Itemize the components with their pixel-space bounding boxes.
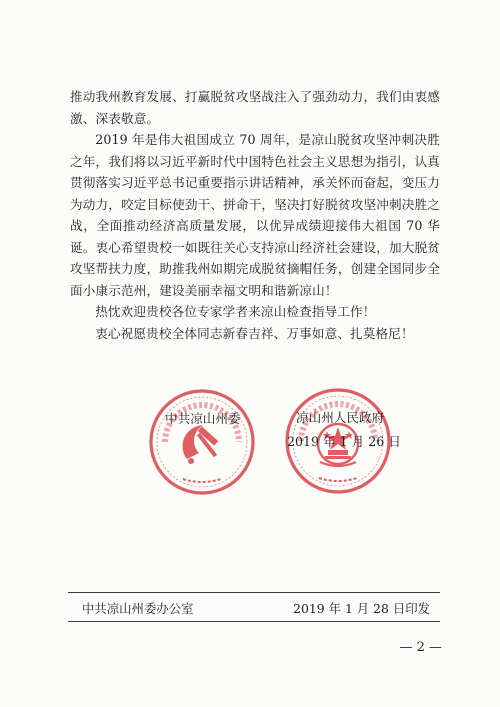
- paragraph-1: 推动我州教育发展、打赢脱贫攻坚战注入了强劲动力，我们由衷感激、深表敬意。: [70, 89, 440, 126]
- paragraph-3: 热忱欢迎贵校各位专家学者来凉山检查指导工作！: [95, 304, 376, 319]
- footer-print-date: 2019 年 1 月 28 日印发: [293, 601, 430, 616]
- paragraph-2: 2019 年是伟大祖国成立 70 周年，是凉山脱贫攻坚冲刺决胜之年，我们将以习近平新时代中国特色社会主义思想为指引，认真贯彻落实习近平总书记重要指示讲话精神，承关怀而奋起，变压力为动力，咬定目标使劲干、拼命干，坚决打好脱贫攻坚冲刺决胜之战，全面推动经济高质量发展，以优异成绩迎接伟大祖国 70 华诞。衷心希望贵校一如既往关心支持凉山经济社会建设，加大脱贫攻坚帮扶力度，助推我州如期完成脱贫摘帽任务，创建全国同步全面小康示范州，建设美丽幸福文明和谐新凉山！: [70, 132, 441, 298]
- footer-rule-bottom: [68, 621, 440, 622]
- page-number: — 2 —: [399, 640, 442, 655]
- footer-issuer: 中共凉山州委办公室: [82, 601, 194, 616]
- letter-body: [70, 86, 440, 344]
- party-emblem-seal-icon: [147, 387, 257, 497]
- signature-date: 2019 年 1 月 26 日: [287, 434, 401, 449]
- signer-right: 凉山州人民政府: [296, 410, 385, 425]
- footer-rule-top: [68, 592, 440, 593]
- paragraph-4: 衷心祝愿贵校全体同志新春吉祥、万事如意、扎莫格尼！: [95, 325, 414, 341]
- signer-left: 中共凉山州委: [165, 411, 241, 426]
